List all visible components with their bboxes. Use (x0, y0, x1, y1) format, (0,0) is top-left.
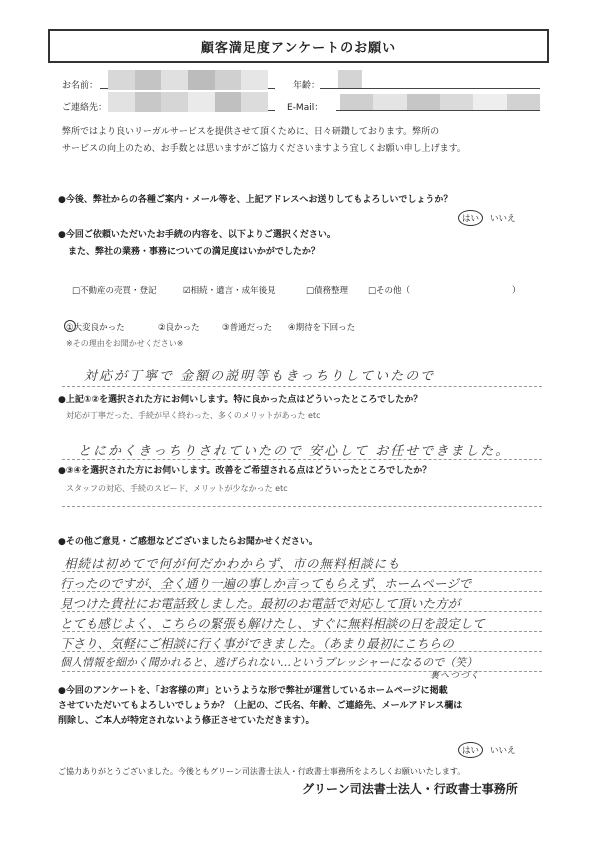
answer-line (62, 571, 542, 572)
service-option-other-close: ） (512, 286, 521, 296)
answer-line (62, 506, 542, 507)
contact-redacted-mosaic (108, 92, 268, 112)
q6-line: ●今回のアンケートを、「お客様の声」というような形で弊社が運営しているホームページに掲載 (58, 686, 448, 696)
age-label: 年齢： (293, 81, 321, 91)
answer-line (62, 459, 542, 460)
service-option-other[interactable]: □その他（ (368, 286, 411, 296)
q6-yes-circled: はい (458, 742, 483, 758)
q6-question (58, 684, 568, 729)
name-label: お名前： (62, 81, 99, 91)
q6-yes-option[interactable] (458, 742, 483, 758)
q1-yes-circled: はい (458, 210, 483, 226)
q2-question-line2: また、弊社の業務・事務についての満足度はいかがでしたか？ (68, 247, 320, 257)
answer-line (62, 651, 542, 652)
q5-question: ●その他ご意見・ご感想などございましたらお聞かせください。 (58, 537, 318, 547)
name-redacted-mosaic (108, 70, 268, 90)
q6-line: 削除し、ご本人が特定されないよう修正させていただきます）。 (58, 716, 315, 726)
q1-no-option[interactable]: いいえ (490, 214, 516, 224)
continued-on-back-note: 裏へつづく (430, 671, 481, 681)
q5-handwritten-line: 見つけた貴社にお電話致しました。最初のお電話で対応して頂いた方が (60, 596, 461, 611)
q5-handwritten-line: とても感じよく、こちらの緊張も解けたし、すぐに無料相談の日を設定して (60, 616, 485, 631)
answer-line (62, 631, 542, 632)
rating-option-normal[interactable]: ③普通だった (222, 323, 273, 333)
q2-question-line1: ●今回ご依頼いただいたお手続の内容を、以下よりご選択ください。 (58, 230, 336, 240)
service-option-real-estate[interactable]: □不動産の売買・登記 (72, 286, 157, 296)
contact-label: ご連絡先： (62, 103, 108, 113)
intro-text (62, 124, 542, 158)
rating-option-good[interactable]: ②良かった (158, 323, 200, 333)
reason-handwritten-answer: 対応が丁寧で 金額の説明等もきっちりしていたので (84, 369, 436, 384)
rating-option-very-good[interactable] (64, 321, 125, 333)
thanks-message: ご協力ありがとうございました。今後ともグリーン司法書士法人・行政書士事務所をよろしくお願いいたします。 (58, 767, 466, 776)
email-redacted-mosaic (340, 94, 540, 110)
firm-name-footer: グリーン司法書士法人・行政書士事務所 (302, 782, 518, 796)
q5-handwritten-line: 下さり、気軽にご相談に行く事ができました。（あまり最初にこちらの (60, 636, 454, 651)
q1-yes-option[interactable] (458, 210, 483, 226)
reason-prompt: ※その理由をお聞かせください※ (66, 339, 184, 348)
q4-question: ●③④を選択された方にお伺いします。改善をご希望される点はどういったところでしたか？ (58, 466, 432, 476)
q3-question: ●上記①②を選択された方にお伺いします。特に良かった点はどういったところでしたか？ (58, 395, 423, 405)
q3-hint: 対応が丁寧だった、手続が早く終わった、多くのメリットがあった etc (66, 411, 321, 420)
service-option-inheritance[interactable]: ☑相続・遺言・成年後見 (183, 286, 276, 296)
email-label: E-Mail： (287, 103, 324, 113)
age-redacted-mosaic (338, 70, 362, 88)
rating-option-below[interactable]: ④期待を下回った (288, 323, 356, 333)
intro-line: サービスの向上のため、お手数とは思いますがご協力くださいますよう宜しくお願い申し上げます。 (62, 144, 466, 154)
rating-selected-circle (64, 320, 76, 332)
email-underline (336, 110, 540, 111)
service-option-debt[interactable]: □債務整理 (306, 286, 349, 296)
q5-handwritten-line: 行ったのですが、全く通り一遍の事しか言ってもらえず、ホームページで (60, 576, 472, 591)
q1-question: ●今後、弊社からの各種ご案内・メール等を、上記アドレスへお送りしてもよろしいでしょうか？ (58, 195, 453, 205)
q5-handwritten-line: 相続は初めてで何が何だかわからず、市の無料相談にも (64, 556, 401, 571)
q6-no-option[interactable]: いいえ (490, 746, 516, 756)
answer-line (62, 386, 542, 387)
survey-title: 顧客満足度アンケートのお願い (48, 29, 549, 63)
q6-line: させていただいてもよろしいでしょうか？（上記の、ご氏名、年齢、ご連絡先、メールアドレス欄は (58, 701, 463, 711)
q4-hint: スタッフの対応、手続のスピード、メリットが少なかった etc (66, 484, 288, 493)
rating-label: ①大変良かった (66, 323, 125, 333)
intro-line: 弊所ではより良いリーガルサービスを提供させて頂くために、日々研鑽しております。弊所の (62, 127, 440, 137)
q3-handwritten-answer: とにかくきっちりされていたので 安心して お任せできました。 (78, 444, 511, 459)
q5-handwritten-line: 個人情報を細かく聞かれると、逃げられない…というプレッシャーになるので（笑） (60, 656, 478, 669)
answer-line (62, 591, 542, 592)
answer-line (62, 611, 542, 612)
age-underline (320, 88, 540, 89)
